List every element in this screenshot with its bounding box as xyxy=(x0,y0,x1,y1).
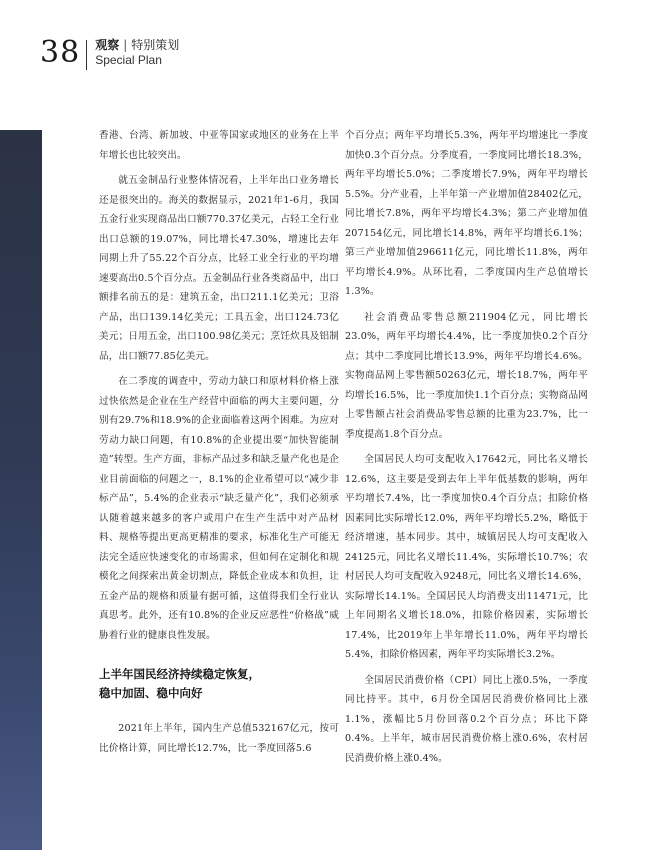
column-name: 特别策划 xyxy=(131,38,180,52)
left-column xyxy=(99,126,339,758)
left-paragraph-3: 在二季度的调查中，劳动力缺口和原材料价格上涨过快依然是企业在生产经营中面临的两大主要问题，分别有29.7%和18.9%的企业面临着这两个困难。为应对劳动力缺口问题，有10.8%的企业提出要“加快智能制造”转型。生产方面，非标产品过多和缺乏量产化也是企业目前面临的问题之一，8.1%的企业希望可以“减少非标产品”，5.4%的企业表示“缺乏量产化”，我们必须承认随着越来越多的客户或用户在生产生活中对产品材料、规格等提出更高更精准的要求，标准化生产可能无法完全适应快速变化的市场需求，但如何在定制化和规模化之间探索出黄金切割点，降低企业成本和负担，让五金产品的规格和质量有据可循，这值得我们全行业认真思考。此外，还有10.8%的企业反应恶性“价格战”威胁着行业的健康良性发展。 xyxy=(99,376,339,641)
left-paragraph-4: 2021年上半年，国内生产总值532167亿元，按可比价格计算，同比增长12.7%，比一季度回落5.6 xyxy=(99,723,339,754)
section-name: 观察 xyxy=(95,38,120,52)
section-heading-line-1: 上半年国民经济持续稳定恢复， xyxy=(99,667,260,681)
right-paragraph-1: 个百分点；两年平均增长5.3%，两年平均增速比一季度加快0.3个百分点。分季度看，一季度同比增长18.3%，两年平均增长5.0%；二季度增长7.9%，两年平均增长5.5%。分产业看，上半年第一产业增加值28402亿元，同比增长7.8%，两年平均增长4.3%；第二产业增加值207154亿元，同比增长14.8%，两年平均增长6.1%；第三产业增加值296611亿元，同比增长11.8%，两年平均增长4.9%。从环比看，二季度国内生产总值增长1.3%。 xyxy=(345,130,588,297)
right-paragraph-2: 社会消费品零售总额211904亿元，同比增长23.0%，两年平均增长4.4%，比一季度加快0.2个百分点；其中二季度同比增长13.9%，两年平均增长4.6%。实物商品网上零售额50263亿元，增长18.7%，两年平均增长16.5%，比一季度加快1.1个百分点；实物商品网上零售额占社会消费品零售总额的比重为23.7%，比一季度提高1.8个百分点。 xyxy=(345,311,588,440)
decorative-side-band xyxy=(0,130,42,850)
header-text xyxy=(95,38,179,68)
right-paragraph-4: 全国居民消费价格（CPI）同比上涨0.5%，一季度同比持平。其中，6月份全国居民消费价格同比上涨1.1%，涨幅比5月份回落0.2个百分点；环比下降0.4%。上半年，城市居民消费价格上涨0.6%，农村居民消费价格上涨0.4%。 xyxy=(345,674,588,764)
column-name-english: Special Plan xyxy=(95,53,162,67)
section-heading-line-2: 稳中加固、稳中向好 xyxy=(99,686,203,700)
left-paragraph-2: 就五金制品行业整体情况看，上半年出口业务增长还是很突出的。海关的数据显示，2021年1-6月，我国五金行业实现商品出口额770.37亿美元，占轻工全行业出口总额的19.07%，同比增长47.30%，增速比去年同期上升了55.22个百分点，比轻工业全行业的平均增速要高出0.5个百分点。五金制品行业各类商品中，出口额排名前五的是：建筑五金，出口211.1亿美元；卫浴产品，出口139.14亿美元；工具五金，出口124.73亿美元；日用五金，出口100.98亿美元；烹饪炊具及铝制品，出口额77.85亿美元。 xyxy=(99,175,339,362)
page-header xyxy=(40,35,180,78)
right-column xyxy=(345,126,588,768)
page-number: 38 xyxy=(40,35,81,70)
header-section-line xyxy=(95,38,179,53)
section-separator: | xyxy=(123,38,128,52)
header-divider xyxy=(86,40,87,70)
right-paragraph-3: 全国居民人均可支配收入17642元，同比名义增长12.6%，这主要是受到去年上半年低基数的影响，两年平均增长7.4%，比一季度加快0.4个百分点；扣除价格因素同比实际增长12.0%，两年平均增长5.2%，略低于经济增速，基本同步。其中，城镇居民人均可支配收入24125元，同比名义增长11.4%，实际增长10.7%；农村居民人均可支配收入9248元，同比名义增长14.6%，实际增长14.1%。全国居民人均消费支出11471元，比上年同期名义增长18.0%，扣除价格因素，实际增长17.4%，比2019年上半年增长11.0%，两年平均增长5.4%，扣除价格因素，两年平均实际增长3.2%。 xyxy=(345,454,588,660)
left-paragraph-1: 香港、台湾、新加坡、中亚等国家或地区的业务在上半年增长也比较突出。 xyxy=(99,130,339,161)
section-heading xyxy=(99,665,339,703)
